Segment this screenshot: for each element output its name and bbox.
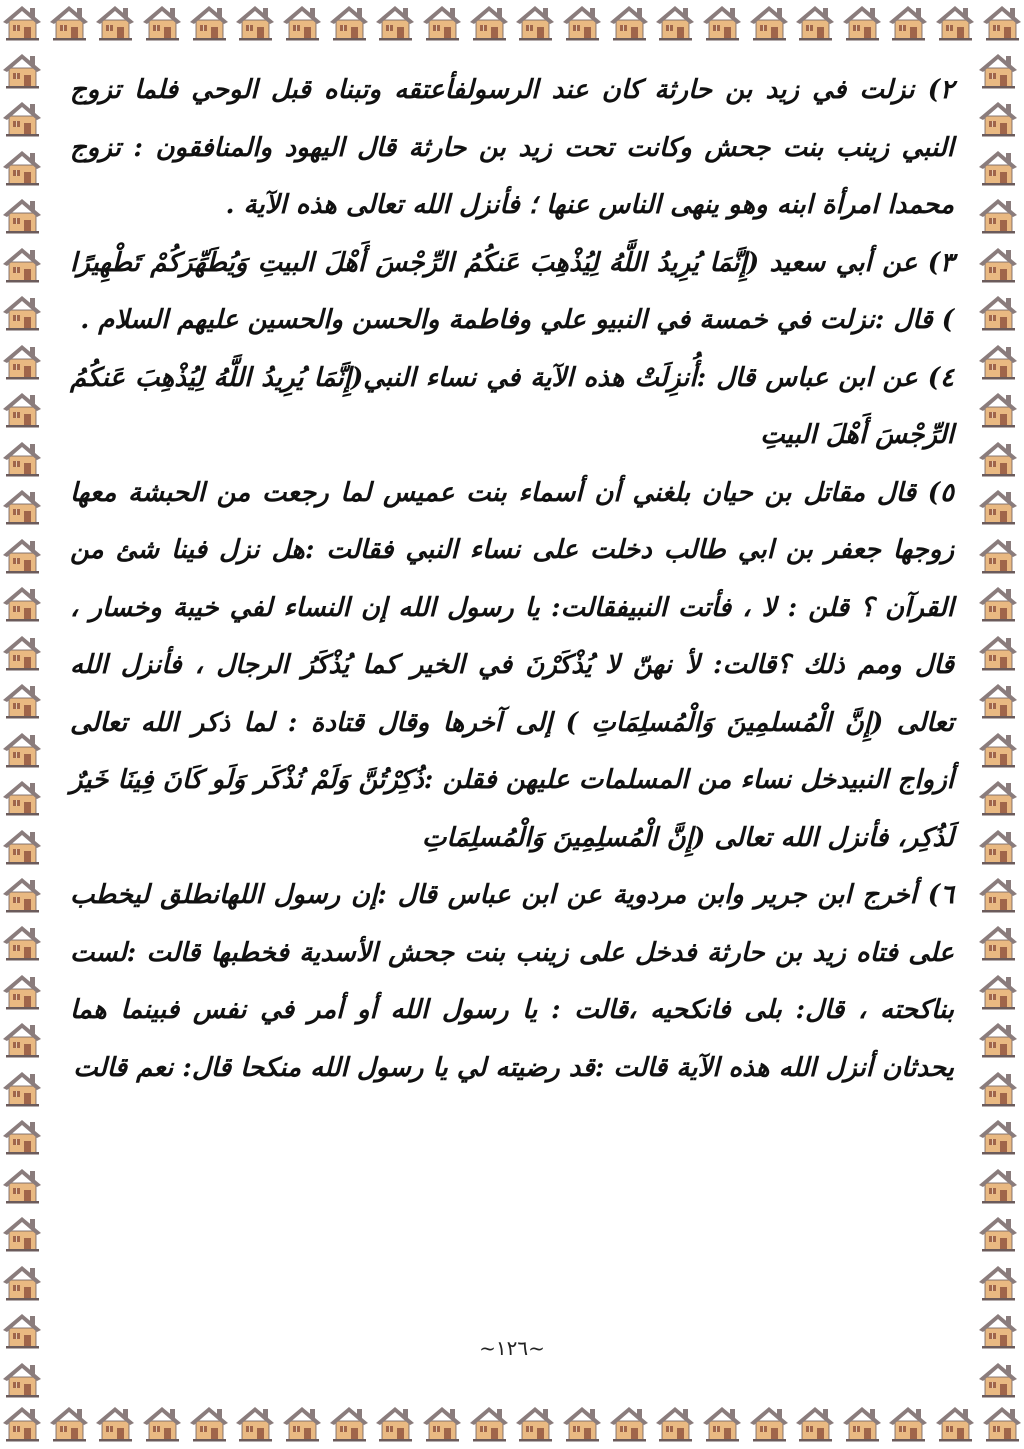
house-icon: [0, 1211, 44, 1255]
house-icon: [0, 824, 44, 868]
house-icon: [976, 969, 1020, 1013]
paragraph-4: ٤) عن ابن عباس قال :أُنزِلَتْ هذه الآية في نساء النبي(إِنَّمَا يُرِيدُ اللَّهُ لِيُذْهِبَ عَنكُمُ الرِّجْسَ أَهْلَ البيتِ: [70, 362, 954, 450]
paragraph-5: ٥) قال مقاتل بن حيان بلغني أن أسماء بنت عميس لما رجعت من الحبشة معها زوجها جعفر بن ابي طالب دخلت على نساء النبي فقالت :هل نزل فينا شئ من القرآن ؟ قلن : لا ، فأتت النبيفقالت: يا رسول الله إن النساء لفي خيبة وخسار ، قال ومم ذلك ؟قالت: لأ نهنّ لا يُذْكَرْنَ في الخير كما يُذْكَرُ الرجال ، فأنزل الله تعالى (إِنَّ الْمُسلمِينَ وَالْمُسلِمَاتِ ) إلى آخرها وقال قتادة : لما ذكر الله تعالى أزواج النبيدخل نساء من المسلمات عليهن فقلن :ذُكِرْتُنَّ وَلَمْ نُذْكَر وَلَو كَانَ فِينَا خَيرٌ لَذُكِر، فأنزل الله تعالى (إِنَّ الْمُسلِمِينَ وَالْمُسلِمَاتِ: [70, 477, 954, 853]
house-icon: [0, 1114, 44, 1158]
house-icon: [0, 678, 44, 722]
house-icon: [93, 0, 137, 44]
house-icon: [793, 1401, 837, 1445]
house-icon: [0, 339, 44, 383]
house-icon: [976, 48, 1020, 92]
house-icon: [976, 436, 1020, 480]
house-icon: [373, 0, 417, 44]
house-icon: [793, 0, 837, 44]
house-icon: [233, 0, 277, 44]
house-icon: [0, 1017, 44, 1061]
house-icon: [976, 775, 1020, 819]
paragraph-3: ٣) عن أبي سعيد (إِنَّمَا يُرِيدُ اللَّهُ لِيُذْهِبَ عَنكُمُ الرِّجْسَ أَهْلَ البيتِ وَيُطَهِّرَكُمْ تَطْهِيرًا ) قال :نزلت في خمسة في النبيو علي وفاطمة والحسن والحسين عليهم السلام .: [70, 247, 954, 335]
house-icon: [840, 0, 884, 44]
house-icon: [0, 290, 44, 334]
house-icon: [976, 1260, 1020, 1304]
house-icon: [0, 630, 44, 674]
house-icon: [0, 727, 44, 771]
house-icon: [0, 484, 44, 528]
house-icon: [0, 1066, 44, 1110]
house-icon: [0, 1401, 44, 1445]
house-icon: [976, 824, 1020, 868]
house-icon: [976, 678, 1020, 722]
house-icon: [560, 1401, 604, 1445]
house-icon: [0, 775, 44, 819]
house-icon: [886, 0, 930, 44]
house-icon: [976, 872, 1020, 916]
house-icon: [700, 1401, 744, 1445]
house-icon: [0, 242, 44, 286]
house-icon: [0, 48, 44, 92]
house-icon: [467, 0, 511, 44]
house-icon: [976, 533, 1020, 577]
house-icon: [976, 242, 1020, 286]
house-icon: [140, 1401, 184, 1445]
house-icon: [47, 1401, 91, 1445]
house-icon: [607, 0, 651, 44]
house-icon: [327, 0, 371, 44]
border-right: [976, 48, 1024, 1401]
house-icon: [513, 1401, 557, 1445]
house-icon: [420, 0, 464, 44]
house-icon: [187, 0, 231, 44]
house-icon: [607, 1401, 651, 1445]
house-icon: [93, 1401, 137, 1445]
house-icon: [0, 969, 44, 1013]
house-icon: [933, 1401, 977, 1445]
house-icon: [840, 1401, 884, 1445]
border-bottom: [0, 1401, 1024, 1449]
house-icon: [976, 630, 1020, 674]
house-icon: [47, 0, 91, 44]
house-icon: [0, 193, 44, 237]
house-icon: [976, 193, 1020, 237]
house-icon: [976, 290, 1020, 334]
house-icon: [187, 1401, 231, 1445]
house-icon: [976, 1357, 1020, 1401]
house-icon: [0, 920, 44, 964]
house-icon: [976, 145, 1020, 189]
house-icon: [976, 1017, 1020, 1061]
house-icon: [280, 1401, 324, 1445]
house-icon: [513, 0, 557, 44]
border-top: [0, 0, 1024, 48]
house-icon: [700, 0, 744, 44]
house-icon: [653, 1401, 697, 1445]
border-left: [0, 48, 48, 1401]
house-icon: [976, 387, 1020, 431]
house-icon: [0, 533, 44, 577]
house-icon: [976, 1163, 1020, 1207]
house-icon: [233, 1401, 277, 1445]
house-icon: [976, 1211, 1020, 1255]
house-icon: [747, 1401, 791, 1445]
house-icon: [0, 96, 44, 140]
house-icon: [980, 0, 1024, 44]
house-icon: [140, 0, 184, 44]
house-icon: [327, 1401, 371, 1445]
house-icon: [420, 1401, 464, 1445]
house-icon: [0, 581, 44, 625]
house-icon: [373, 1401, 417, 1445]
house-icon: [976, 1066, 1020, 1110]
house-icon: [976, 96, 1020, 140]
house-icon: [0, 0, 44, 44]
house-icon: [0, 1163, 44, 1207]
house-icon: [976, 920, 1020, 964]
page-body: [70, 62, 954, 1359]
house-icon: [976, 581, 1020, 625]
house-icon: [976, 1114, 1020, 1158]
house-icon: [280, 0, 324, 44]
house-icon: [467, 1401, 511, 1445]
house-icon: [653, 0, 697, 44]
house-icon: [560, 0, 604, 44]
house-icon: [0, 436, 44, 480]
house-icon: [0, 1357, 44, 1401]
house-icon: [980, 1401, 1024, 1445]
house-icon: [0, 1260, 44, 1304]
house-icon: [0, 387, 44, 431]
house-icon: [747, 0, 791, 44]
house-icon: [886, 1401, 930, 1445]
paragraph-2: ٢) نزلت في زيد بن حارثة كان عند الرسولفأعتقه وتبناه قبل الوحي فلما تزوج النبي زينب بنت جحش وكانت تحت زيد بن حارثة قال اليهود والمنافقون : تزوج محمدا امرأة ابنه وهو ينهى الناس عنها ؛ فأنزل الله تعالى هذه الآية .: [70, 75, 954, 220]
house-icon: [0, 872, 44, 916]
house-icon: [0, 145, 44, 189]
house-icon: [933, 0, 977, 44]
paragraph-6: ٦) أخرج ابن جرير وابن مردوية عن ابن عباس قال :إن رسول اللهانطلق ليخطب على فتاه زيد بن حارثة فدخل على زينب بنت جحش الأسدية فخطبها قالت :لست بناكحته ، قال: بلى فانكحيه ،قالت : يا رسول الله أو أمر في نفس فبينما هما يحدثان أنزل الله هذه الآية قالت :قد رضيته لي يا رسول الله منكحا قال: نعم قالت: [70, 880, 954, 1083]
house-icon: [976, 727, 1020, 771]
house-icon: [976, 484, 1020, 528]
page-number: ~١٢٦~: [479, 1336, 545, 1360]
house-icon: [976, 339, 1020, 383]
